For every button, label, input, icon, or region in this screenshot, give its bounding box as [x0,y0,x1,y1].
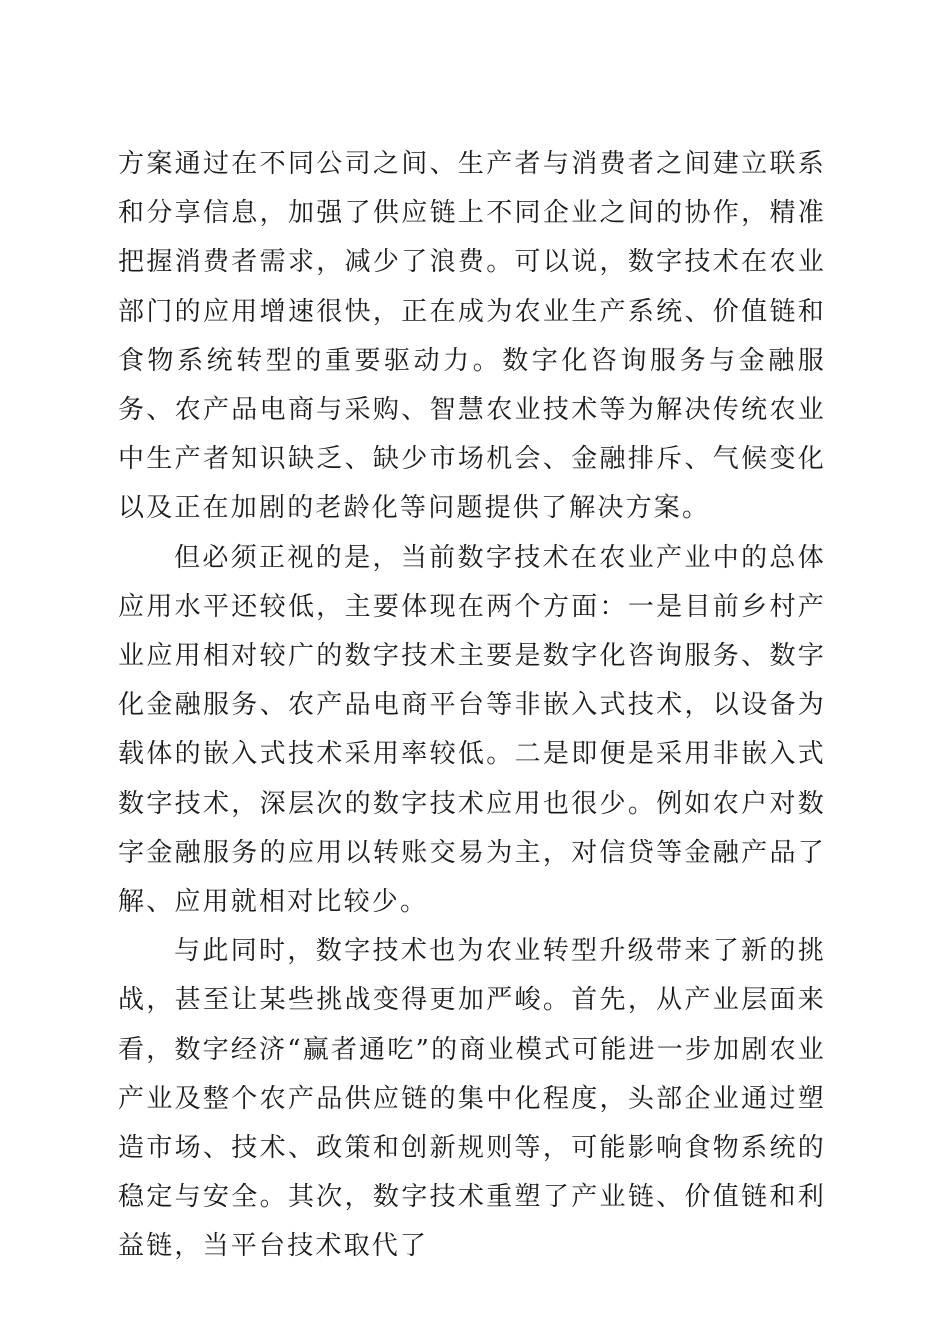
paragraph-2: 但必须正视的是，当前数字技术在农业产业中的总体应用水平还较低，主要体现在两个方面：一是目前乡村产业应用相对较广的数字技术主要是数字化咨询服务、数字化金融服务、农产品电商平台等非嵌入式技术，以设备为载体的嵌入式技术采用率较低。二是即便是采用非嵌入式数字技术，深层次的数字技术应用也很少。例如农户对数字金融服务的应用以转账交易为主，对信贷等金融产品了解、应用就相对比较少。 [118,542,826,918]
document-body [118,140,826,1272]
paragraph-3: 与此同时，数字技术也为农业转型升级带来了新的挑战，甚至让某些挑战变得更加严峻。首先，从产业层面来看，数字经济“赢者通吃”的商业模式可能进一步加剧农业产业及整个农产品供应链的集中化程度，头部企业通过塑造市场、技术、政策和创新规则等，可能影响食物系统的稳定与安全。其次，数字技术重塑了产业链、价值链和利益链，当平台技术取代了 [118,936,826,1262]
paragraph-1: 方案通过在不同公司之间、生产者与消费者之间建立联系和分享信息，加强了供应链上不同企业之间的协作，精准把握消费者需求，减少了浪费。可以说，数字技术在农业部门的应用增速很快，正在成为农业生产系统、价值链和食物系统转型的重要驱动力。数字化咨询服务与金融服务、农产品电商与采购、智慧农业技术等为解决传统农业中生产者知识缺乏、缺少市场机会、金融排斥、气候变化以及正在加剧的老龄化等问题提供了解决方案。 [118,149,826,524]
